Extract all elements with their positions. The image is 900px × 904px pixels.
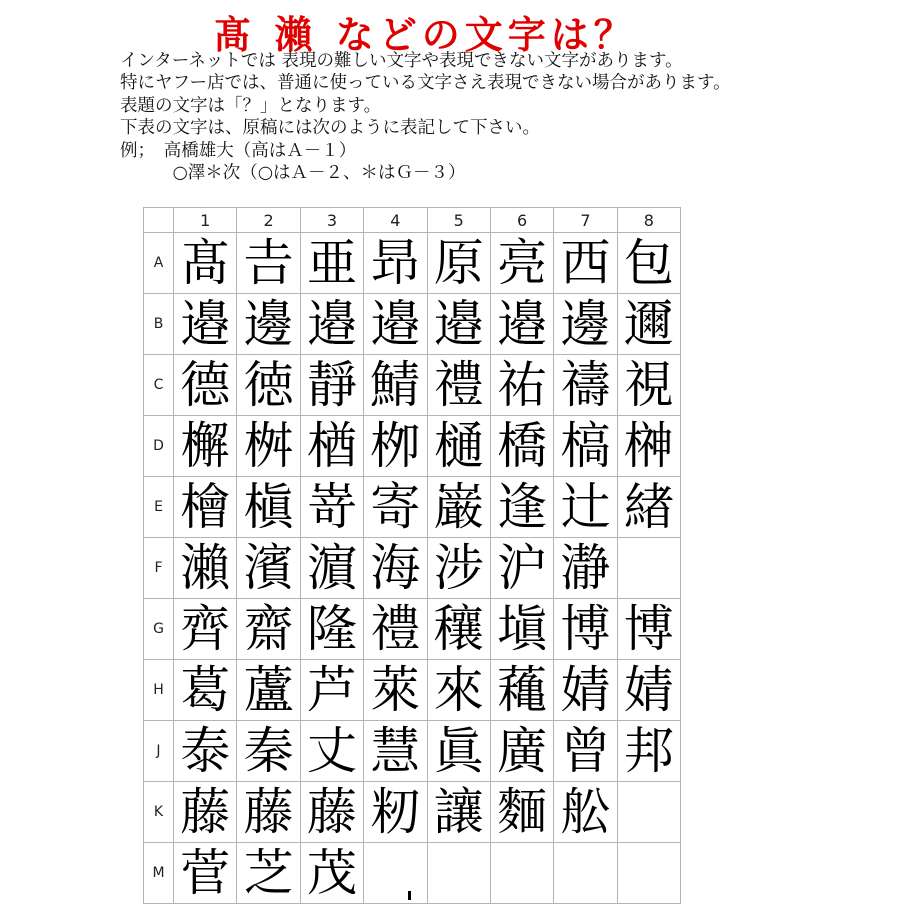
kanji-cell: 靜 xyxy=(300,355,363,416)
kanji-cell: 禮 xyxy=(427,355,490,416)
kanji-cell: 藤 xyxy=(174,782,237,843)
row-label: J xyxy=(144,721,174,782)
kanji-cell: 海 xyxy=(364,538,427,599)
kanji-cell: 隆 xyxy=(300,599,363,660)
kanji-cell: 榊 xyxy=(617,416,680,477)
kanji-variant-table xyxy=(143,207,681,904)
table-row xyxy=(144,843,681,904)
corner-cell xyxy=(144,208,174,233)
kanji-cell: 禱 xyxy=(554,355,617,416)
empty-cell xyxy=(427,843,490,904)
kanji-cell: 秦 xyxy=(237,721,300,782)
kanji-cell: 視 xyxy=(617,355,680,416)
kanji-cell: 婧 xyxy=(617,660,680,721)
intro-line: 特にヤフー店では、普通に使っている文字さえ表現できない場合があります。 xyxy=(120,73,731,94)
row-label: B xyxy=(144,294,174,355)
kanji-cell: 萊 xyxy=(364,660,427,721)
kanji-cell: 邊 xyxy=(554,294,617,355)
column-header: 6 xyxy=(490,208,553,233)
kanji-cell: 博 xyxy=(617,599,680,660)
empty-cell xyxy=(617,782,680,843)
column-header: 8 xyxy=(617,208,680,233)
column-header: 4 xyxy=(364,208,427,233)
kanji-cell: 讓 xyxy=(427,782,490,843)
kanji-cell: 巌 xyxy=(427,477,490,538)
kanji-cell: 葛 xyxy=(174,660,237,721)
kanji-cell: 邉 xyxy=(364,294,427,355)
kanji-cell: 包 xyxy=(617,233,680,294)
row-label: K xyxy=(144,782,174,843)
kanji-cell: 寄 xyxy=(364,477,427,538)
table-row xyxy=(144,233,681,294)
kanji-cell: 鯖 xyxy=(364,355,427,416)
intro-line: ○澤＊次（○はＡ－２、＊はＧ－３） xyxy=(120,163,466,184)
kanji-cell: 原 xyxy=(427,233,490,294)
kanji-cell: 瀞 xyxy=(554,538,617,599)
row-label: E xyxy=(144,477,174,538)
kanji-cell: 桝 xyxy=(237,416,300,477)
kanji-cell: 檞 xyxy=(174,416,237,477)
kanji-cell: 邊 xyxy=(237,294,300,355)
table-row xyxy=(144,477,681,538)
kanji-cell: 涉 xyxy=(427,538,490,599)
kanji-cell: 辻 xyxy=(554,477,617,538)
column-header: 2 xyxy=(237,208,300,233)
kanji-cell: 蘒 xyxy=(490,660,553,721)
kanji-cell: 蘆 xyxy=(237,660,300,721)
kanji-cell: 緖 xyxy=(617,477,680,538)
empty-cell xyxy=(617,843,680,904)
kanji-cell: 徳 xyxy=(237,355,300,416)
kanji-cell: 眞 xyxy=(427,721,490,782)
kanji-cell: 博 xyxy=(554,599,617,660)
table-row xyxy=(144,782,681,843)
kanji-cell: 泰 xyxy=(174,721,237,782)
column-header: 7 xyxy=(554,208,617,233)
intro xyxy=(120,50,840,184)
column-header: 5 xyxy=(427,208,490,233)
kanji-cell: 𠮷 xyxy=(237,233,300,294)
kanji-cell: 瀨 xyxy=(174,538,237,599)
kanji-cell: 沪 xyxy=(490,538,553,599)
table-row xyxy=(144,294,681,355)
kanji-cell: 栁 xyxy=(364,416,427,477)
empty-cell xyxy=(617,538,680,599)
kanji-cell: 塡 xyxy=(490,599,553,660)
kanji-cell: 邇 xyxy=(617,294,680,355)
kanji-cell: 槇 xyxy=(237,477,300,538)
kanji-cell: 穰 xyxy=(427,599,490,660)
kanji-cell: 逢 xyxy=(490,477,553,538)
row-label: D xyxy=(144,416,174,477)
kanji-cell: 髙 xyxy=(174,233,237,294)
kanji-cell: 邉 xyxy=(300,294,363,355)
kanji-cell: 齋 xyxy=(237,599,300,660)
kanji-cell: 菅 xyxy=(174,843,237,904)
table-row xyxy=(144,538,681,599)
table-header xyxy=(144,208,681,233)
kanji-cell: 芝 xyxy=(237,843,300,904)
column-header: 3 xyxy=(300,208,363,233)
kanji-cell: 婧 xyxy=(554,660,617,721)
kanji-cell: 丈 xyxy=(300,721,363,782)
kanji-cell: 邉 xyxy=(174,294,237,355)
table-body xyxy=(144,233,681,904)
kanji-cell: 曾 xyxy=(554,721,617,782)
kanji-cell: 茂 xyxy=(300,843,363,904)
kanji-cell: 邉 xyxy=(490,294,553,355)
intro-line: 例； 高橋雄大（高はＡ－１） xyxy=(120,140,357,161)
kanji-cell: 亮 xyxy=(490,233,553,294)
row-label: A xyxy=(144,233,174,294)
kanji-cell: 嵜 xyxy=(300,477,363,538)
kanji-cell: 芦 xyxy=(300,660,363,721)
kanji-cell: 樋 xyxy=(427,416,490,477)
kanji-cell: 祐 xyxy=(490,355,553,416)
kanji-cell: 昻 xyxy=(364,233,427,294)
kanji-cell: 邦 xyxy=(617,721,680,782)
row-label: F xyxy=(144,538,174,599)
kanji-cell: 槁 xyxy=(554,416,617,477)
kanji-cell: 亜 xyxy=(300,233,363,294)
kanji-cell: 齊 xyxy=(174,599,237,660)
header-row xyxy=(144,208,681,233)
empty-cell xyxy=(490,843,553,904)
intro-line: インターネットでは 表現の難しい文字や表現できない文字があります。 xyxy=(120,51,683,71)
scan-tick-mark xyxy=(408,891,411,900)
table-row xyxy=(144,599,681,660)
kanji-cell: 藤 xyxy=(237,782,300,843)
table-row xyxy=(144,416,681,477)
kanji-cell: 慧 xyxy=(364,721,427,782)
table-row xyxy=(144,355,681,416)
kanji-cell: 橋 xyxy=(490,416,553,477)
kanji-cell: 麵 xyxy=(490,782,553,843)
kanji-cell: 濱 xyxy=(237,538,300,599)
table-row xyxy=(144,660,681,721)
row-label: G xyxy=(144,599,174,660)
kanji-cell: 德 xyxy=(174,355,237,416)
kanji-cell: 檜 xyxy=(174,477,237,538)
row-label: M xyxy=(144,843,174,904)
column-header: 1 xyxy=(174,208,237,233)
intro-line: 表題の文字は「？」となります。 xyxy=(120,95,382,116)
kanji-cell: 楢 xyxy=(300,416,363,477)
page-title: 髙 瀨 などの文字は？ xyxy=(213,13,637,57)
kanji-cell: 舩 xyxy=(554,782,617,843)
row-label: C xyxy=(144,355,174,416)
kanji-cell: 廣 xyxy=(490,721,553,782)
kanji-cell: 邉 xyxy=(427,294,490,355)
empty-cell xyxy=(554,843,617,904)
kanji-cell: 籾 xyxy=(364,782,427,843)
kanji-cell: 禮 xyxy=(364,599,427,660)
intro-line: 下表の文字は、原稿には次のように表記して下さい。 xyxy=(120,118,540,139)
kanji-cell: 藤 xyxy=(300,782,363,843)
empty-cell xyxy=(364,843,427,904)
table-row xyxy=(144,721,681,782)
row-label: H xyxy=(144,660,174,721)
kanji-cell: 濵 xyxy=(300,538,363,599)
kanji-cell: 西 xyxy=(554,233,617,294)
kanji-cell: 來 xyxy=(427,660,490,721)
